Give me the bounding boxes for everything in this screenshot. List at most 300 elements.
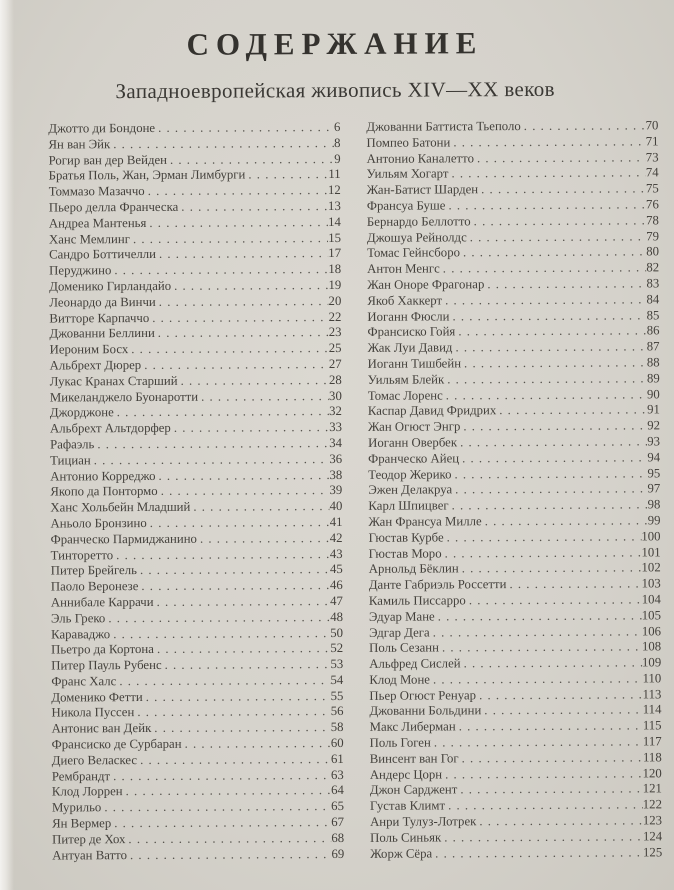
toc-entry-page: 53 — [330, 657, 344, 672]
dot-leader — [137, 752, 331, 769]
toc-entry — [51, 625, 343, 642]
toc-entry-page: 70 — [645, 118, 659, 133]
toc-entry — [368, 482, 660, 499]
toc-entry — [368, 497, 660, 514]
toc-entry — [48, 136, 340, 153]
toc-entry-page: 34 — [329, 435, 343, 450]
dot-leader — [154, 594, 331, 611]
toc-entry-name: Жан-Батист Шарден — [366, 182, 479, 198]
toc-entry — [49, 183, 341, 200]
toc-entry-name: Поль Гоген — [369, 735, 431, 750]
toc-entry-name: Бернардо Беллотто — [366, 214, 471, 229]
toc-entry — [52, 768, 344, 785]
dot-leader — [111, 815, 331, 832]
toc-entry-name: Паоло Веронезе — [50, 579, 139, 594]
toc-entry-page: 104 — [641, 592, 661, 607]
dot-leader — [101, 799, 331, 816]
toc-entry-page: 102 — [641, 560, 661, 575]
toc-entry-page: 60 — [330, 736, 344, 751]
toc-entry — [49, 310, 341, 327]
toc-entry-page: 86 — [646, 323, 660, 338]
toc-entry-name: Густав Климт — [369, 798, 446, 814]
toc-entry-page: 14 — [328, 214, 341, 229]
toc-entry-page: 28 — [328, 372, 342, 387]
toc-entry — [369, 529, 661, 546]
section-subtitle: Западноевропейская живопись XIV—XX веков — [115, 76, 556, 104]
toc-entry-page: 88 — [646, 355, 660, 370]
toc-entry-name: Аньоло Бронзино — [50, 515, 147, 531]
toc-entry-page: 101 — [641, 544, 661, 559]
toc-entry-page: 67 — [331, 815, 345, 830]
toc-entry-page: 11 — [328, 167, 341, 182]
dot-leader — [145, 183, 328, 200]
toc-entry — [368, 466, 660, 483]
toc-entry-name: Жорж Сёра — [370, 846, 433, 861]
toc-entry — [369, 703, 661, 720]
toc-entry — [50, 452, 342, 469]
toc-entry-page: 110 — [642, 671, 662, 686]
toc-entry — [52, 720, 344, 737]
toc-entry-name: Альбрехт Альтдорфер — [49, 421, 171, 436]
toc-entry-name: Уильям Хогарт — [366, 166, 449, 182]
toc-entry-page: 30 — [328, 388, 342, 403]
toc-entry-name: Джованни Беллини — [49, 326, 155, 341]
toc-entry-page: 71 — [645, 134, 659, 149]
toc-entry-page: 33 — [329, 420, 343, 435]
dot-leader — [445, 798, 643, 815]
dot-leader — [496, 403, 647, 420]
toc-entry-page: 20 — [328, 293, 342, 308]
toc-entry — [52, 815, 344, 832]
toc-entry-page: 85 — [646, 307, 660, 322]
toc-entry-page: 91 — [647, 402, 660, 417]
toc-entry-name: Жак Луи Давид — [367, 340, 453, 355]
toc-entry-name: Иоганн Тишбейн — [367, 356, 462, 371]
toc-entry-page: 58 — [330, 720, 344, 735]
toc-entry — [49, 325, 341, 342]
dot-leader — [445, 197, 646, 214]
toc-entry — [50, 515, 342, 532]
toc-entry-name: Франс Халс — [51, 674, 117, 689]
dot-leader — [137, 562, 330, 579]
dot-leader — [430, 624, 642, 641]
dot-leader — [451, 466, 647, 483]
toc-entry — [370, 766, 662, 783]
toc-entry — [369, 687, 661, 704]
toc-entry-name: Ханс Хольбейн Младший — [50, 499, 191, 515]
dot-leader — [471, 213, 647, 230]
toc-entry-name: Поль Синьяк — [370, 830, 442, 845]
toc-entry — [50, 341, 342, 358]
dot-leader — [182, 736, 331, 753]
toc-entry-name: Жан Оноре Фрагонар — [367, 277, 485, 292]
toc-entry-name: Братья Поль, Жан, Эрман Лимбурги — [48, 167, 246, 183]
dot-leader — [198, 389, 329, 405]
dot-leader — [476, 813, 643, 830]
toc-entry-name: Питер Пауль Рубенс — [51, 658, 162, 673]
toc-entry-name: Эдгар Дега — [369, 625, 430, 640]
toc-entry — [52, 799, 344, 816]
toc-entry-name: Теодор Жерико — [368, 466, 452, 482]
toc-entry — [52, 783, 344, 800]
toc-entry-name: Жан Огюст Энгр — [367, 419, 461, 434]
toc-entry-page: 93 — [647, 434, 661, 449]
toc-entry-page: 47 — [330, 593, 343, 608]
toc-entry — [50, 483, 342, 500]
toc-entry-name: Антон Менгс — [367, 261, 440, 277]
toc-entry-page: 114 — [642, 702, 662, 717]
dot-leader — [245, 167, 328, 183]
toc-column-right — [366, 118, 662, 862]
dot-leader — [190, 499, 329, 516]
toc-entry-name: Питер де Хох — [52, 831, 126, 847]
dot-leader — [439, 640, 642, 657]
toc-entry — [369, 561, 661, 578]
toc-entry-page: 108 — [641, 639, 662, 654]
toc-entry — [51, 531, 343, 548]
toc-entry-name: Перуджино — [49, 263, 112, 278]
toc-entry — [369, 624, 661, 641]
dot-leader — [151, 720, 331, 737]
toc-entry-name: Арнольд Бёклин — [368, 561, 459, 577]
toc-entry — [50, 468, 342, 485]
toc-entry — [367, 181, 659, 198]
dot-leader — [459, 561, 642, 578]
toc-entry — [49, 246, 341, 263]
toc-entry — [49, 199, 341, 216]
dot-leader — [435, 608, 642, 625]
dot-leader — [443, 387, 647, 404]
toc-entry-page: 38 — [329, 467, 343, 482]
toc-entry-name: Камиль Писсарро — [368, 593, 466, 608]
dot-leader — [440, 261, 647, 278]
dot-leader — [521, 118, 646, 134]
toc-entry-page: 118 — [642, 750, 662, 765]
toc-entry-name: Джованни Баттиста Тьеполо — [366, 119, 521, 134]
dot-leader — [171, 420, 329, 437]
toc-entry — [51, 704, 343, 721]
toc-entry-name: Антонис ван Дейк — [51, 721, 152, 736]
toc-entry-name: Мурильо — [51, 800, 102, 815]
toc-entry — [370, 750, 662, 767]
dot-leader — [459, 750, 643, 767]
toc-entry-name: Антонио Каналетто — [366, 150, 474, 166]
toc-entry-name: Диего Веласкес — [51, 752, 138, 768]
toc-entry — [367, 213, 659, 230]
toc-entry-name: Уильям Блейк — [367, 372, 445, 387]
dot-leader — [178, 373, 329, 390]
toc-entry — [370, 719, 662, 736]
toc-entry-name: Франческо Айец — [368, 451, 460, 466]
toc-entry — [51, 689, 343, 706]
toc-entry-name: Ханс Мемлинг — [48, 231, 130, 247]
dot-leader — [178, 199, 328, 216]
dot-leader — [156, 294, 329, 311]
dot-leader — [162, 657, 331, 674]
toc-entry-name: Джон Сарджент — [369, 782, 458, 798]
toc-entry-page: 39 — [329, 483, 343, 498]
toc-entry-name: Ян Вермер — [52, 816, 112, 831]
toc-entry-page: 64 — [331, 783, 344, 798]
toc-entry-page: 55 — [330, 688, 344, 703]
toc-entry-page: 99 — [647, 513, 661, 528]
toc-entry-page: 27 — [328, 356, 342, 371]
toc-entry-name: Микеланджело Буонаротти — [49, 389, 199, 405]
toc-entry — [50, 420, 342, 437]
toc-entry — [52, 752, 344, 769]
toc-entry — [51, 594, 343, 611]
dot-leader — [171, 278, 328, 295]
toc-entry-name: Данте Габриэль Россетти — [368, 577, 507, 592]
toc-entry — [369, 671, 661, 688]
toc-entry-page: 123 — [642, 813, 663, 828]
toc-entry-page: 68 — [331, 830, 345, 845]
toc-entry-page: 100 — [641, 529, 661, 544]
toc-entry-name: Тинторетто — [50, 547, 114, 563]
toc-entry-page: 78 — [646, 213, 659, 228]
toc-entry-name: Поль Сезанн — [369, 640, 440, 656]
dot-leader — [155, 325, 329, 342]
dot-leader — [432, 845, 643, 862]
toc-entry — [50, 404, 342, 421]
toc-entry-name: Джованни Больдини — [369, 703, 482, 719]
toc-entry-name: Клод Моне — [369, 672, 430, 687]
toc-entry-page: 92 — [647, 418, 661, 433]
toc-entry-name: Карл Шпицвег — [368, 498, 449, 513]
toc-entry — [370, 782, 662, 799]
dot-leader — [94, 436, 329, 453]
toc-entry — [368, 513, 660, 530]
toc-entry-page: 54 — [330, 672, 344, 687]
toc-entry-name: Андерс Цорн — [369, 767, 443, 782]
toc-entry-page: 50 — [330, 625, 344, 640]
toc-entry — [50, 389, 342, 406]
toc-entry-page: 18 — [328, 262, 342, 277]
toc-entry — [51, 657, 343, 674]
dot-leader — [167, 152, 334, 169]
dot-leader — [141, 357, 329, 374]
toc-entry-name: Томас Гейнсборо — [367, 245, 461, 261]
dot-leader — [452, 482, 647, 499]
toc-entry-name: Франсиско Гойя — [367, 324, 456, 340]
toc-entry — [369, 640, 661, 657]
toc-entry — [52, 831, 344, 848]
dot-leader — [474, 150, 646, 167]
toc-entry — [368, 434, 660, 451]
toc-entry — [51, 673, 343, 690]
toc-entry-name: Антонио Корреджо — [50, 468, 156, 484]
toc-entry — [49, 231, 341, 248]
toc-entry — [370, 829, 662, 846]
toc-entry-page: 82 — [646, 260, 660, 275]
dot-leader — [457, 434, 647, 451]
toc-entry-page: 122 — [642, 797, 662, 812]
toc-entry-page: 69 — [331, 846, 345, 861]
toc-entry — [50, 499, 342, 516]
toc-entry-name: Гюстав Моро — [368, 545, 442, 561]
toc-entry-name: Жан Франсуа Милле — [368, 514, 482, 529]
dot-leader — [123, 784, 332, 801]
toc-entry-name: Эдуар Мане — [368, 609, 435, 624]
toc-entry-name: Франческо Пармиджанино — [50, 531, 197, 547]
toc-entry — [367, 324, 659, 341]
dot-leader — [456, 719, 643, 736]
dot-leader — [146, 215, 328, 232]
dot-leader — [130, 231, 328, 248]
toc-column-left — [48, 120, 344, 864]
toc-entry — [370, 798, 662, 815]
dot-leader — [455, 324, 646, 341]
toc-entry-name: Доменико Гирландайо — [49, 278, 172, 294]
dot-leader — [91, 452, 330, 469]
toc-entry-page: 56 — [330, 704, 344, 719]
toc-entry-name: Антуан Ватто — [52, 847, 128, 863]
dot-leader — [481, 703, 643, 720]
dot-leader — [467, 229, 647, 246]
toc-entry-page: 6 — [333, 119, 341, 135]
toc-entry-page: 52 — [330, 641, 344, 656]
toc-entry-page: 120 — [642, 765, 662, 781]
dot-leader — [110, 768, 331, 785]
dot-leader — [156, 246, 328, 263]
dot-leader — [478, 182, 646, 199]
toc-entry-name: Пьеро делла Франческа — [48, 199, 179, 215]
toc-entry-name: Каспар Давид Фридрих — [367, 403, 497, 419]
toc-entry-name: Витторе Карпаччо — [49, 310, 150, 326]
dot-leader — [449, 497, 648, 514]
toc-entry — [367, 308, 659, 325]
dot-leader — [143, 689, 331, 706]
toc-entry — [49, 167, 341, 184]
toc-entry-name: Макс Либерман — [369, 719, 456, 735]
toc-entry — [49, 294, 341, 311]
dot-leader — [441, 829, 643, 846]
toc-entry — [367, 276, 659, 293]
dot-leader — [452, 340, 646, 357]
toc-entry — [367, 166, 659, 183]
dot-leader — [442, 545, 642, 562]
toc-entry-page: 23 — [328, 325, 342, 340]
dot-leader — [506, 577, 641, 594]
toc-entry-name: Эжен Делакруа — [368, 482, 453, 498]
dot-leader — [110, 136, 334, 153]
toc-entry-page: 89 — [646, 371, 660, 386]
toc-entry-name: Франсуа Буше — [366, 198, 446, 213]
dot-leader — [442, 766, 643, 783]
dot-leader — [442, 292, 647, 309]
toc-entry-page: 32 — [329, 404, 342, 419]
dot-leader — [158, 483, 330, 500]
dot-leader — [154, 641, 331, 658]
toc-entry — [369, 592, 661, 609]
toc-entry-name: Сандро Боттичелли — [49, 247, 157, 262]
toc-entry-page: 90 — [646, 386, 660, 401]
toc-entry — [370, 845, 662, 862]
toc-entry — [51, 641, 343, 658]
toc-entry-name: Джотто ди Бондоне — [48, 120, 156, 136]
toc-entry — [370, 813, 662, 830]
toc-entry-name: Никола Пуссен — [51, 705, 135, 720]
dot-leader — [197, 531, 330, 547]
toc-entry — [369, 608, 661, 625]
toc-entry-name: Помпео Батони — [366, 135, 451, 150]
toc-entry — [50, 373, 342, 390]
toc-entry-page: 40 — [329, 499, 343, 514]
toc-entry-name: Аннибале Каррачи — [50, 594, 154, 610]
toc-entry-page: 13 — [327, 198, 341, 214]
toc-entry-page: 94 — [647, 450, 661, 465]
toc-entry-page: 124 — [642, 829, 663, 844]
dot-leader — [114, 404, 329, 421]
toc-entry-page: 80 — [646, 244, 660, 259]
toc-entry-page: 115 — [642, 718, 662, 733]
toc-entry-page: 15 — [328, 230, 342, 245]
toc-entry-page: 73 — [645, 149, 659, 164]
toc-entry-page: 12 — [327, 183, 341, 198]
toc-entry-page: 36 — [329, 451, 343, 466]
toc-entry-page: 63 — [330, 767, 344, 782]
toc-entry-page: 117 — [642, 734, 662, 749]
toc-entry-page: 61 — [330, 751, 344, 766]
dot-leader — [449, 308, 646, 325]
toc-entry — [49, 215, 341, 232]
toc-entry-page: 95 — [647, 465, 661, 480]
toc-entry — [367, 229, 659, 246]
toc-entry-name: Франсиско де Сурбаран — [51, 736, 182, 752]
toc-entry-page: 19 — [328, 277, 342, 293]
toc-entry-name: Анри Тулуз-Лотрек — [370, 814, 477, 829]
toc-entry-page: 9 — [334, 151, 341, 166]
toc-entry — [49, 152, 341, 169]
toc-entry-name: Тициан — [50, 453, 91, 468]
toc-entry — [367, 292, 659, 309]
toc-entry-name: Рафаэль — [50, 437, 95, 452]
toc-entry-name: Иероним Босх — [49, 342, 129, 357]
dot-leader — [448, 166, 646, 183]
toc-entry-name: Андреа Мантенья — [48, 215, 147, 231]
toc-entry-page: 8 — [334, 135, 341, 150]
toc-columns — [0, 101, 674, 864]
dot-leader — [111, 262, 328, 279]
toc-entry-page: 75 — [645, 181, 659, 196]
toc-entry — [368, 418, 660, 435]
toc-entry-page: 79 — [646, 228, 660, 243]
toc-entry-name: Томас Лоренс — [367, 387, 443, 403]
toc-entry-name: Караваджо — [51, 626, 111, 641]
toc-entry — [368, 371, 660, 388]
toc-entry-page: 84 — [646, 292, 660, 307]
dot-leader — [147, 515, 330, 532]
toc-entry — [49, 262, 341, 279]
dot-leader — [460, 419, 647, 436]
toc-entry-page: 109 — [641, 655, 662, 670]
dot-leader — [116, 673, 330, 690]
toc-entry — [369, 576, 661, 593]
toc-entry — [369, 655, 661, 672]
dot-leader — [113, 547, 330, 564]
toc-entry-name: Иоганн Фюсли — [367, 308, 450, 324]
toc-entry-name: Альбрехт Дюрер — [49, 357, 142, 373]
dot-leader — [457, 782, 642, 799]
dot-leader — [127, 847, 332, 864]
toc-entry-page: 103 — [641, 576, 661, 591]
toc-entry — [368, 339, 660, 356]
dot-leader — [482, 513, 648, 530]
dot-leader — [134, 705, 330, 722]
toc-entry — [51, 610, 343, 627]
dot-leader — [149, 310, 328, 327]
toc-entry — [50, 436, 342, 453]
